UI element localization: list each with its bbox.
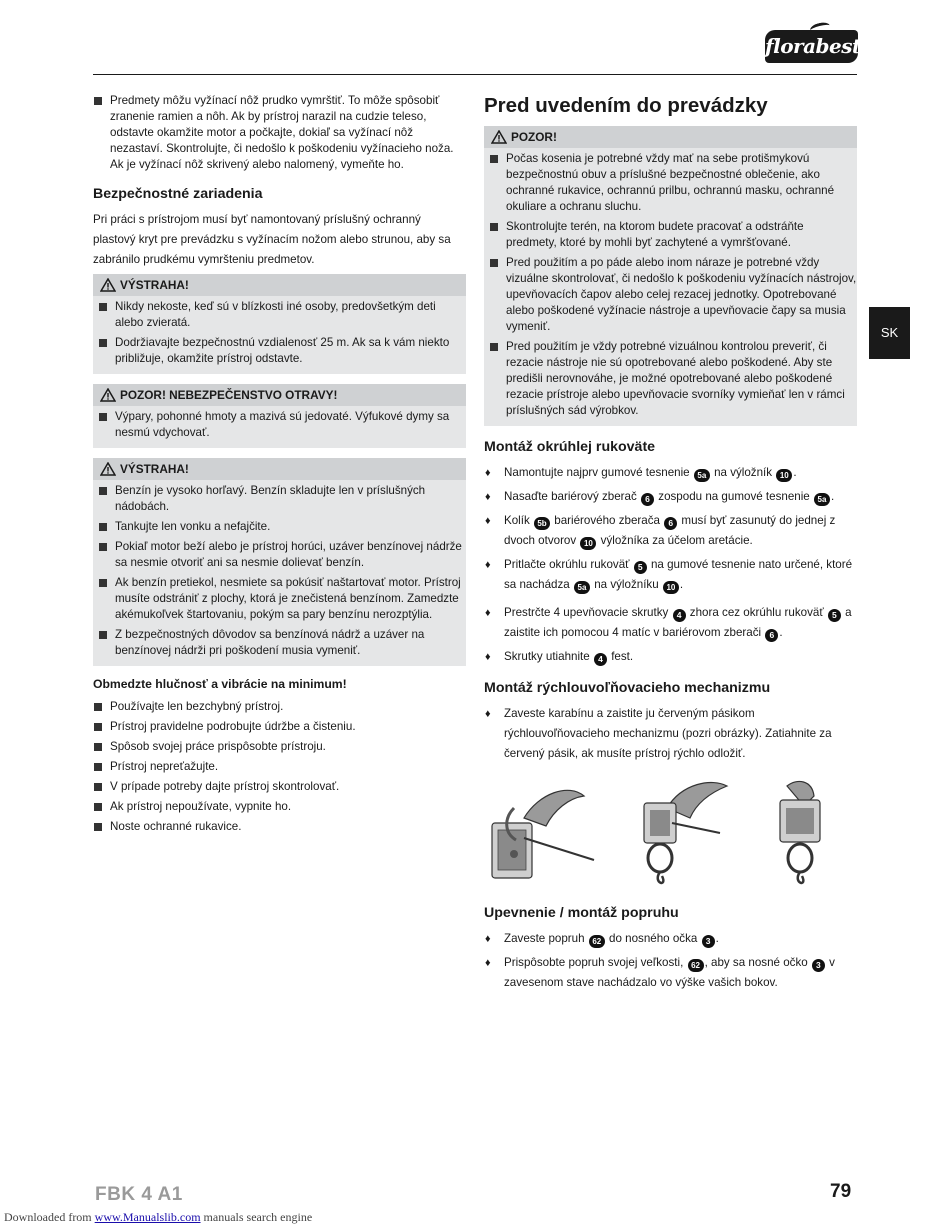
model-number: FBK 4 A1: [95, 1184, 183, 1205]
caution-box-title: POZOR!: [511, 130, 557, 144]
list-item: Pred použitím a po páde alebo inom náraze je potrebné vždy vizuálne skontrolovať, či nedošlo k poškodeniu vyžínacích nástrojov, upevňovacích čapov alebo celej rezacej jednotky. Opotrebované alebo poškodené vyžínacie nástroje a upevňovacie čapy sa musia vymeniť.: [484, 255, 857, 335]
fuel-box-title: VÝSTRAHA!: [120, 462, 189, 476]
fuel-warning-box: [93, 458, 466, 666]
poison-box-title: POZOR! NEBEZPEČENSTVO OTRAVY!: [120, 388, 338, 402]
quick-release-heading: Montáž rýchlouvoľňovacieho mechanizmu: [484, 680, 771, 696]
list-item: ♦ Pritlačte okrúhlu rukoväť 5 na gumové tesnenie nato určené, ktoré sa nachádza 5a na výložníku 10 .: [484, 555, 857, 595]
round-handle-heading: Montáž okrúhlej rukoväte: [484, 439, 656, 455]
list-item: Prístroj nepreťažujte.: [93, 759, 466, 775]
part-number-badge: 10: [663, 581, 679, 594]
list-item: ♦ Zaveste karabínu a zaistite ju červeným pásikom rýchlouvoľňovacieho mechanizmu (pozri obrázky). Zatiahnite za červený pásik, ak musíte prístroj rýchlo odložiť.: [484, 704, 857, 764]
part-number-badge: 5a: [694, 469, 710, 482]
poison-warning-box: [93, 384, 466, 448]
quick-release-figure-2: [632, 778, 732, 890]
safety-devices-text: Pri práci s prístrojom musí byť namontovaný príslušný ochranný plastový kryt pre prevádzku s vyžínacím nožom alebo strunou, aby sa zabránilo prudkému vymršteniu predmetov.: [93, 213, 451, 266]
list-item: V prípade potreby dajte prístroj skontrolovať.: [93, 779, 466, 795]
part-number-badge: 5b: [534, 517, 550, 530]
warning-triangle-icon: [100, 388, 116, 402]
right-column: [484, 93, 857, 997]
list-item: ♦ Prestrčte 4 upevňovacie skrutky 4 zhora cez okrúhlu rukoväť 5 a zaistite ich pomocou 4 matíc v bariérovom zberači 6 .: [484, 603, 857, 643]
strap-steps: [484, 929, 857, 993]
noise-list: [93, 699, 466, 835]
list-item: Prístroj pravidelne podrobujte údržbe a čisteniu.: [93, 719, 466, 735]
warning-box-title: VÝSTRAHA!: [120, 278, 189, 292]
header-divider: [93, 74, 857, 75]
list-item: ♦ Kolík 5b bariérového zberača 6 musí byť zasunutý do jednej z dvoch otvorov 10 výložníka za účelom aretácie.: [484, 511, 857, 551]
page-title: Pred uvedením do prevádzky: [484, 94, 768, 117]
part-number-badge: 62: [688, 959, 704, 972]
part-number-badge: 3: [702, 935, 715, 948]
manualslib-link[interactable]: www.Manualslib.com: [94, 1210, 201, 1224]
warning-triangle-icon: [100, 462, 116, 476]
quick-release-figures: [484, 778, 857, 890]
warning-box: [93, 274, 466, 374]
part-number-badge: 10: [776, 469, 792, 482]
intro-list: [93, 93, 466, 173]
part-number-badge: 6: [641, 493, 654, 506]
list-item: ♦ Prispôsobte popruh svojej veľkosti, 62 , aby sa nosné očko 3 v zavesenom stave nachádzalo vo výške vašich bokov.: [484, 953, 857, 993]
list-item: Z bezpečnostných dôvodov sa benzínová nádrž a uzáver na benzínovej nádrži pri poškodení musia vymeniť.: [93, 627, 466, 659]
list-item: Pokiaľ motor beží alebo je prístroj horúci, uzáver benzínovej nádrže sa nesmie otvoriť ani sa nesmie dolievať benzín.: [93, 539, 466, 571]
round-handle-steps: [484, 463, 857, 667]
list-item: Skontrolujte terén, na ktorom budete pracovať a odstráňte predmety, ktoré by mohli byť zachytené a vymršťované.: [484, 219, 857, 251]
brand-logo: florabest: [765, 30, 858, 63]
quick-release-figure-1: [484, 778, 604, 890]
part-number-badge: 10: [580, 537, 596, 550]
page-number: 79: [830, 1181, 852, 1202]
warning-triangle-icon: [491, 130, 507, 144]
list-item: ♦ Zaveste popruh 62 do nosného očka 3 .: [484, 929, 857, 949]
language-tab[interactable]: SK: [869, 307, 910, 359]
list-item: Používajte len bezchybný prístroj.: [93, 699, 466, 715]
part-number-badge: 6: [765, 629, 778, 642]
list-item: Spôsob svojej práce prispôsobte prístroju.: [93, 739, 466, 755]
part-number-badge: 6: [664, 517, 677, 530]
part-number-badge: 5: [828, 609, 841, 622]
download-source: Downloaded from www.Manualslib.com manuals search engine: [4, 1210, 313, 1224]
part-number-badge: 4: [673, 609, 686, 622]
list-item: Ak benzín pretiekol, nesmiete sa pokúsiť naštartovať motor. Prístroj musíte odstrániť z plochy, ktorá je znečistená benzínom. Zamedzte akémukoľvek štartovaniu, pokým sa pary benzínu nerozptýlia.: [93, 575, 466, 623]
list-item: ♦ Nasaďte bariérový zberač 6 zospodu na gumové tesnenie 5a .: [484, 487, 857, 507]
list-item: Nikdy nekoste, keď sú v blízkosti iné osoby, predovšetkým deti alebo zvieratá.: [93, 299, 466, 331]
quick-release-steps: [484, 704, 857, 764]
caution-box: [484, 126, 857, 426]
list-item: ♦ Namontujte najprv gumové tesnenie 5a na výložník 10 .: [484, 463, 857, 483]
part-number-badge: 3: [812, 959, 825, 972]
safety-devices-heading: Bezpečnostné zariadenia: [93, 186, 263, 202]
list-item: Počas kosenia je potrebné vždy mať na sebe protišmykovú bezpečnostnú obuv a príslušné bezpečnostné oblečenie, ako ochranné rukavice, ochrannú prilbu, ochrannú masku, ochranné okuliare a ochranu sluchu.: [484, 151, 857, 215]
part-number-badge: 5: [634, 561, 647, 574]
warning-triangle-icon: [100, 278, 116, 292]
part-number-badge: 5a: [574, 581, 590, 594]
list-item: ♦ Skrutky utiahnite 4 fest.: [484, 647, 857, 667]
strap-heading: Upevnenie / montáž popruhu: [484, 905, 679, 921]
quick-release-figure-3: [772, 778, 842, 890]
list-item: Dodržiavajte bezpečnostnú vzdialenosť 25 m. Ak sa k vám niekto približuje, okamžite prístroj odstavte.: [93, 335, 466, 367]
noise-heading: Obmedzte hlučnosť a vibrácie na minimum!: [93, 677, 347, 691]
list-item: Benzín je vysoko horľavý. Benzín skladujte len v príslušných nádobách.: [93, 483, 466, 515]
list-item: Noste ochranné rukavice.: [93, 819, 466, 835]
part-number-badge: 62: [589, 935, 605, 948]
list-item: Ak prístroj nepoužívate, vypnite ho.: [93, 799, 466, 815]
part-number-badge: 4: [594, 653, 607, 666]
list-item: Tankujte len vonku a nefajčite.: [93, 519, 466, 535]
list-item: Predmety môžu vyžínací nôž prudko vymrštiť. To môže spôsobiť zranenie ramien a nôh. Ak by prístroj narazil na cudzie teleso, odstavte okamžite motor a počkajte, dokiaľ sa vyžínací nôž nezastaví. Skontrolujte, či nedošlo k poškodeniu vyžínacieho noža. Ak je vyžínací nôž skrivený alebo nalomený, vymeňte ho.: [93, 93, 466, 173]
left-column: [93, 93, 466, 839]
list-item: Pred použitím je vždy potrebné vizuálnou kontrolou preveriť, či rezacie nástroje nie sú opotrebované alebo poškodené. Aby ste predišli nerovnováhe, je možné opotrebované alebo poškodené rezacie prístroje alebo upevňovacie svorníky vymieňať len v rámci príslušných sád výrobkov.: [484, 339, 857, 419]
part-number-badge: 5a: [814, 493, 830, 506]
list-item: Výpary, pohonné hmoty a mazivá sú jedovaté. Výfukové dymy sa nesmú vdychovať.: [93, 409, 466, 441]
